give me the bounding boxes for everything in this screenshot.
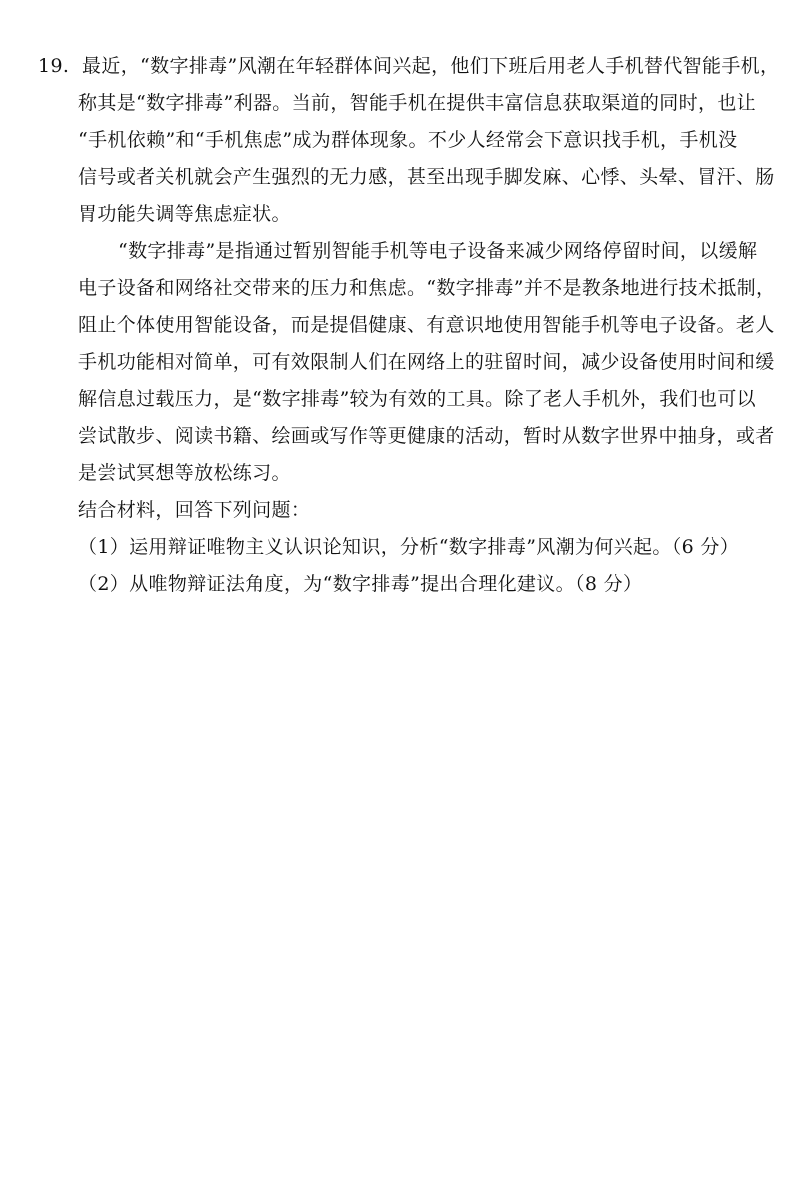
paragraph-2-line-4: 手机功能相对简单，可有效限制人们在网络上的驻留时间，减少设备使用时间和缓 xyxy=(78,351,775,373)
paragraph-1-line-5: 胃功能失调等焦虑症状。 xyxy=(78,203,291,225)
paragraph-2-line-6: 尝试散步、阅读书籍、绘画或写作等更健康的活动，暂时从数字世界中抽身，或者 xyxy=(78,425,775,447)
paragraph-1-line-3: “手机依赖”和“手机焦虑”成为群体现象。不少人经常会下意识找手机，手机没 xyxy=(78,129,738,151)
paragraph-2-line-1: “数字排毒”是指通过暂别智能手机等电子设备来减少网络停留时间，以缓解 xyxy=(118,240,758,262)
paragraph-2-line-2: 电子设备和网络社交带来的压力和焦虑。“数字排毒”并不是教条地进行技术抵制， xyxy=(78,277,776,299)
paragraph-2-line-5: 解信息过载压力，是“数字排毒”较为有效的工具。除了老人手机外，我们也可以 xyxy=(78,388,757,410)
paragraph-1-line-4: 信号或者关机就会产生强烈的无力感，甚至出现手脚发麻、心悸、头晕、冒汗、肠 xyxy=(78,166,775,188)
question-number: 19. xyxy=(38,55,70,77)
answer-prompt: 结合材料，回答下列问题： xyxy=(78,499,311,521)
paragraph-1-line-2: 称其是“数字排毒”利器。当前，智能手机在提供丰富信息获取渠道的同时，也让 xyxy=(78,92,757,114)
paragraph-2-line-3: 阻止个体使用智能设备，而是提倡健康、有意识地使用智能手机等电子设备。老人 xyxy=(78,314,775,336)
paragraph-1-line-1: 最近，“数字排毒”风潮在年轻群体间兴起，他们下班后用老人手机替代智能手机， xyxy=(82,55,780,77)
paragraph-2-line-7: 是尝试冥想等放松练习。 xyxy=(78,462,291,484)
sub-question-1: （1）运用辩证唯物主义认识论知识，分析“数字排毒”风潮为何兴起。（6 分） xyxy=(78,536,740,558)
sub-question-2: （2）从唯物辩证法角度，为“数字排毒”提出合理化建议。（8 分） xyxy=(78,573,643,595)
